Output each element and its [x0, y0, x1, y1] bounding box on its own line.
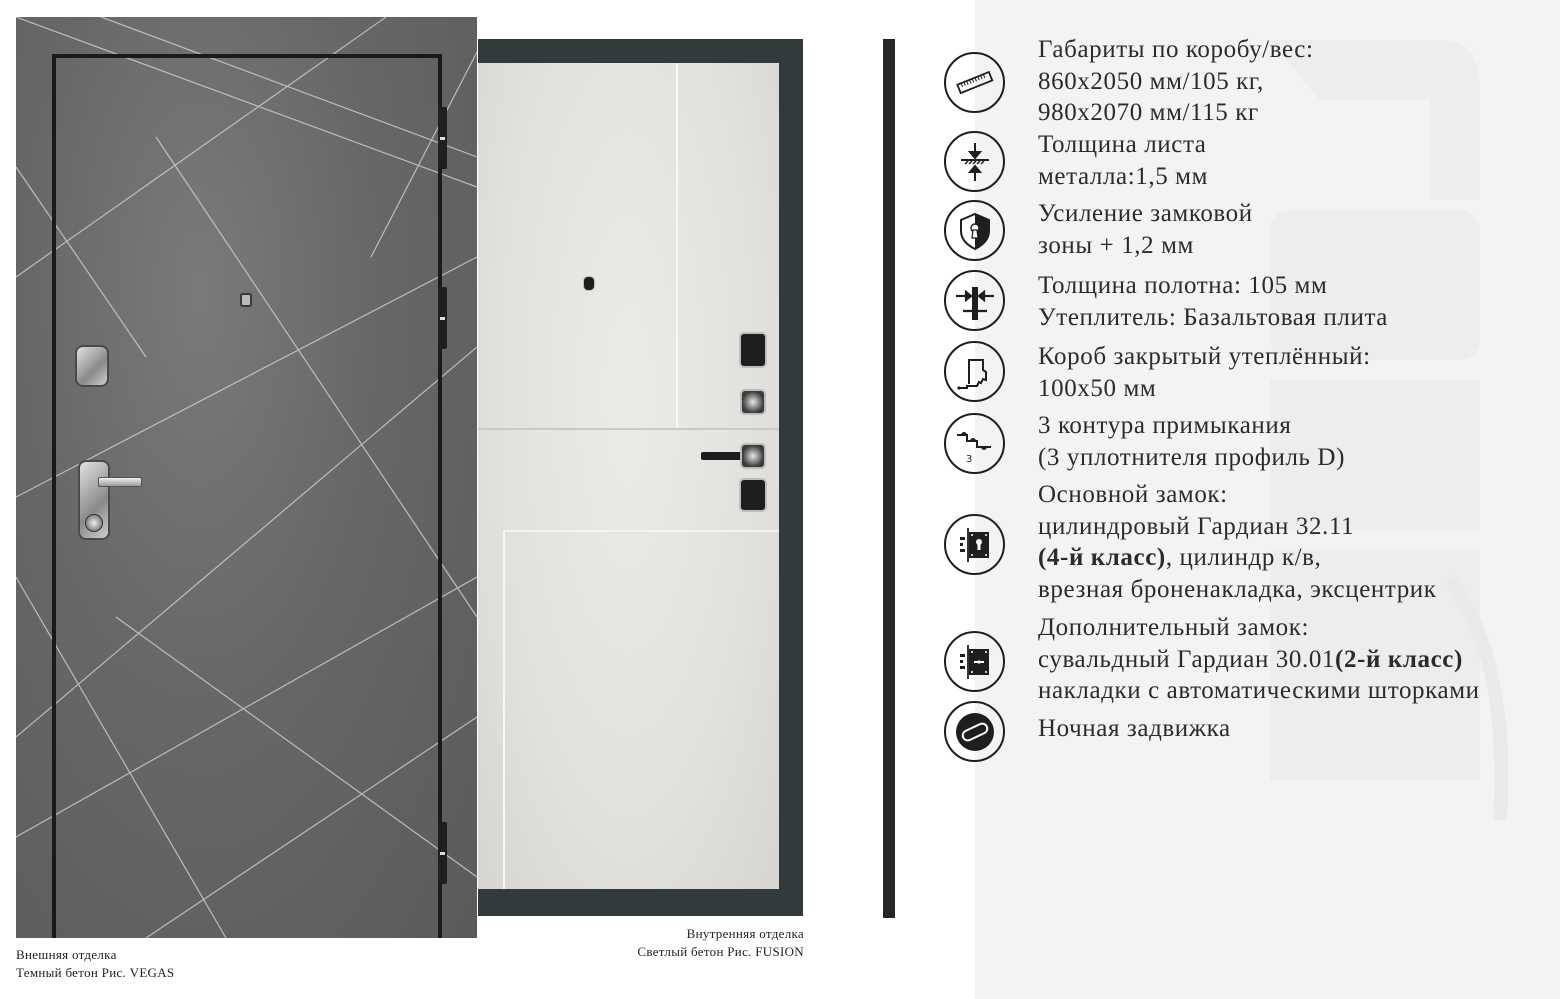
inner-night-latch: [739, 332, 767, 368]
spec-main-lock: [1038, 479, 1437, 605]
caption-line: Внутренняя отделка: [686, 926, 804, 941]
frame-profile-icon: [944, 341, 1005, 402]
inner-peephole: [583, 276, 595, 291]
spec-dimensions: [1038, 34, 1314, 129]
outer-cylinder: [85, 514, 103, 532]
outer-door-image: [16, 17, 477, 938]
spec-line: 980х2070 мм/115 кг: [1038, 99, 1259, 126]
caption-line: Темный бетон Рис. VEGAS: [16, 965, 175, 980]
outer-door-leaf-outline: [52, 54, 442, 938]
lock-class-badge: (4-й класс): [1038, 544, 1166, 571]
inner-finish-caption: [560, 925, 804, 961]
ruler-icon: [944, 52, 1005, 113]
spec-line: (3 уплотнителя профиль D): [1038, 443, 1345, 471]
spec-line: Дополнительный замок:: [1038, 614, 1310, 641]
hinge-bottom: [438, 822, 447, 884]
shield-keyhole-icon: [944, 200, 1005, 261]
spec-line: Усиление замковой: [1038, 200, 1253, 227]
spec-line: Ночная задвижка: [1038, 715, 1231, 742]
spec-lock-reinforcement: [1038, 198, 1253, 261]
inner-cylinder-cover: [739, 478, 767, 512]
spec-line: металла:1,5 мм: [1038, 162, 1208, 190]
peephole: [240, 293, 252, 307]
lever-lock-icon: [944, 631, 1005, 692]
spec-seal-contours: [1038, 410, 1345, 473]
spec-line: цилиндровый Гардиан 32.11: [1038, 512, 1355, 540]
spec-frame: [1038, 341, 1371, 404]
spec-line: зоны + 1,2 мм: [1038, 231, 1194, 259]
spec-line-rest: , цилиндр к/в,: [1165, 544, 1322, 571]
spec-night-latch: [1038, 713, 1231, 745]
lock-class-badge: (2-й класс): [1335, 645, 1463, 673]
inner-door-image: [478, 63, 779, 889]
sheet-thickness-icon: [944, 131, 1005, 192]
inner-panel-groove: [503, 530, 779, 532]
vertical-divider: [883, 39, 895, 918]
spec-line-text: сувальдный Гардиан 30.01: [1038, 645, 1336, 673]
spec-line: Толщина полотна: 105 мм: [1038, 272, 1328, 299]
spec-line: 3 контура примыкания: [1038, 412, 1292, 439]
inner-panel-groove: [478, 428, 779, 430]
seal-contours-icon: [944, 413, 1005, 474]
outer-handle: [98, 477, 142, 487]
hinge-middle: [438, 287, 447, 349]
spec-line: [1038, 542, 1437, 574]
inner-handle-rosette: [740, 443, 766, 469]
spec-additional-lock: [1038, 612, 1480, 707]
inner-panel-groove: [676, 63, 678, 428]
spec-line: Габариты по коробу/вес:: [1038, 36, 1314, 63]
spec-line: 100х50 мм: [1038, 374, 1157, 402]
outer-lock-plate: [75, 345, 109, 387]
spec-line: Утеплитель: Базальтовая плита: [1038, 303, 1388, 331]
spec-line: накладки с автоматическими шторками: [1038, 677, 1480, 704]
hinge-top: [438, 107, 447, 169]
caption-line: Светлый бетон Рис. FUSION: [637, 944, 804, 959]
inner-turn-knob: [740, 389, 766, 415]
night-latch-icon: [944, 701, 1005, 762]
spec-line: Основной замок:: [1038, 481, 1228, 508]
leaf-thickness-icon: [944, 270, 1005, 331]
cylinder-lock-icon: [944, 514, 1005, 575]
spec-line: Короб закрытый утеплённый:: [1038, 343, 1371, 370]
spec-sheet-thickness: [1038, 129, 1208, 192]
spec-line: Толщина листа: [1038, 131, 1207, 158]
inner-panel-groove: [503, 530, 505, 889]
spec-line: [1038, 644, 1480, 676]
caption-line: Внешняя отделка: [16, 947, 117, 962]
spec-line: врезная броненакладка, эксцентрик: [1038, 575, 1437, 603]
outer-finish-caption: [16, 946, 174, 982]
spec-leaf-thickness: [1038, 270, 1388, 333]
spec-line: 860х2050 мм/105 кг,: [1038, 67, 1264, 95]
svg-text:3: 3: [965, 453, 972, 465]
